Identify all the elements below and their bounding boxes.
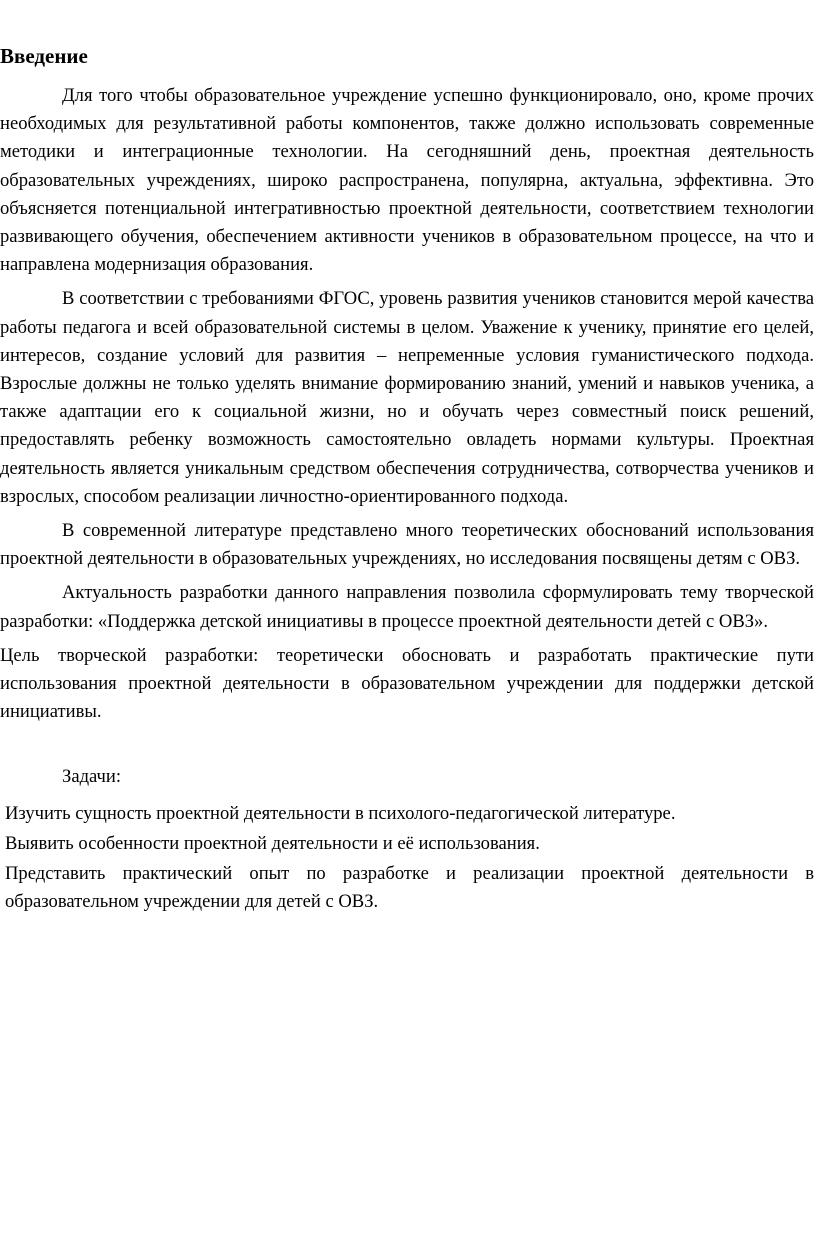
- paragraph-relevance: Актуальность разработки данного направления позволила сформулировать тему творческой разработки: «Поддержка детской инициативы в процессе проектной деятельности детей с ОВЗ».: [0, 582, 814, 632]
- tasks-heading: Задачи:: [62, 766, 122, 788]
- task-item: Изучить сущность проектной деятельности в психолого-педагогической литературе.: [5, 802, 676, 824]
- task-item: Представить практический опыт по разработке и реализации проектной деятельности в образовательном учреждении для детей с ОВЗ.: [5, 863, 814, 913]
- page-title: Введение: [0, 44, 88, 68]
- spacer: [0, 732, 814, 763]
- paragraph-literature: В современной литературе представлено много теоретических обоснований использования проектной деятельности в образовательных учреждениях, но исследования посвящены детям с ОВЗ.: [0, 520, 814, 570]
- paragraph-fgos: В соответствии с требованиями ФГОС, уровень развития учеников становится мерой качества работы педагога и всей образовательной системы в целом. Уважение к ученику, принятие его целей, интересов, создание условий для развития – непременные условия гуманистического подхода. Взрослые должны не только уделять внимание формированию знаний, умений и навыков ученика, а также адаптации его к социальной жизни, но и обучать через совместный поиск решений, предоставлять ребенку возможность самостоятельно овладеть нормами культуры. Проектная деятельность является уникальным средством обеспечения сотрудничества, сотворчества учеников и взрослых, способом реализации личностно-ориентированного подхода.: [0, 288, 814, 507]
- task-item: Выявить особенности проектной деятельности и её использования.: [5, 832, 540, 854]
- document-body: [0, 82, 814, 918]
- paragraph-intro: Для того чтобы образовательное учреждение успешно функционировало, оно, кроме прочих необходимых для результативной работы компонентов, также должно использовать современные методики и интеграционные технологии. На сегодняшний день, проектная деятельность образовательных учреждениях, широко распространена, популярна, актуальна, эффективна. Это объясняется потенциальной интегративностью проектной деятельности, соответствием технологии развивающего обучения, обеспечением активности учеников в образовательном процессе, на что и направлена модернизация образования.: [0, 85, 814, 276]
- paragraph-goal: Цель творческой разработки: теоретически обосновать и разработать практические пути использования проектной деятельности в образовательном учреждении для поддержки детской инициативы.: [0, 644, 814, 723]
- tasks-list: [0, 800, 814, 917]
